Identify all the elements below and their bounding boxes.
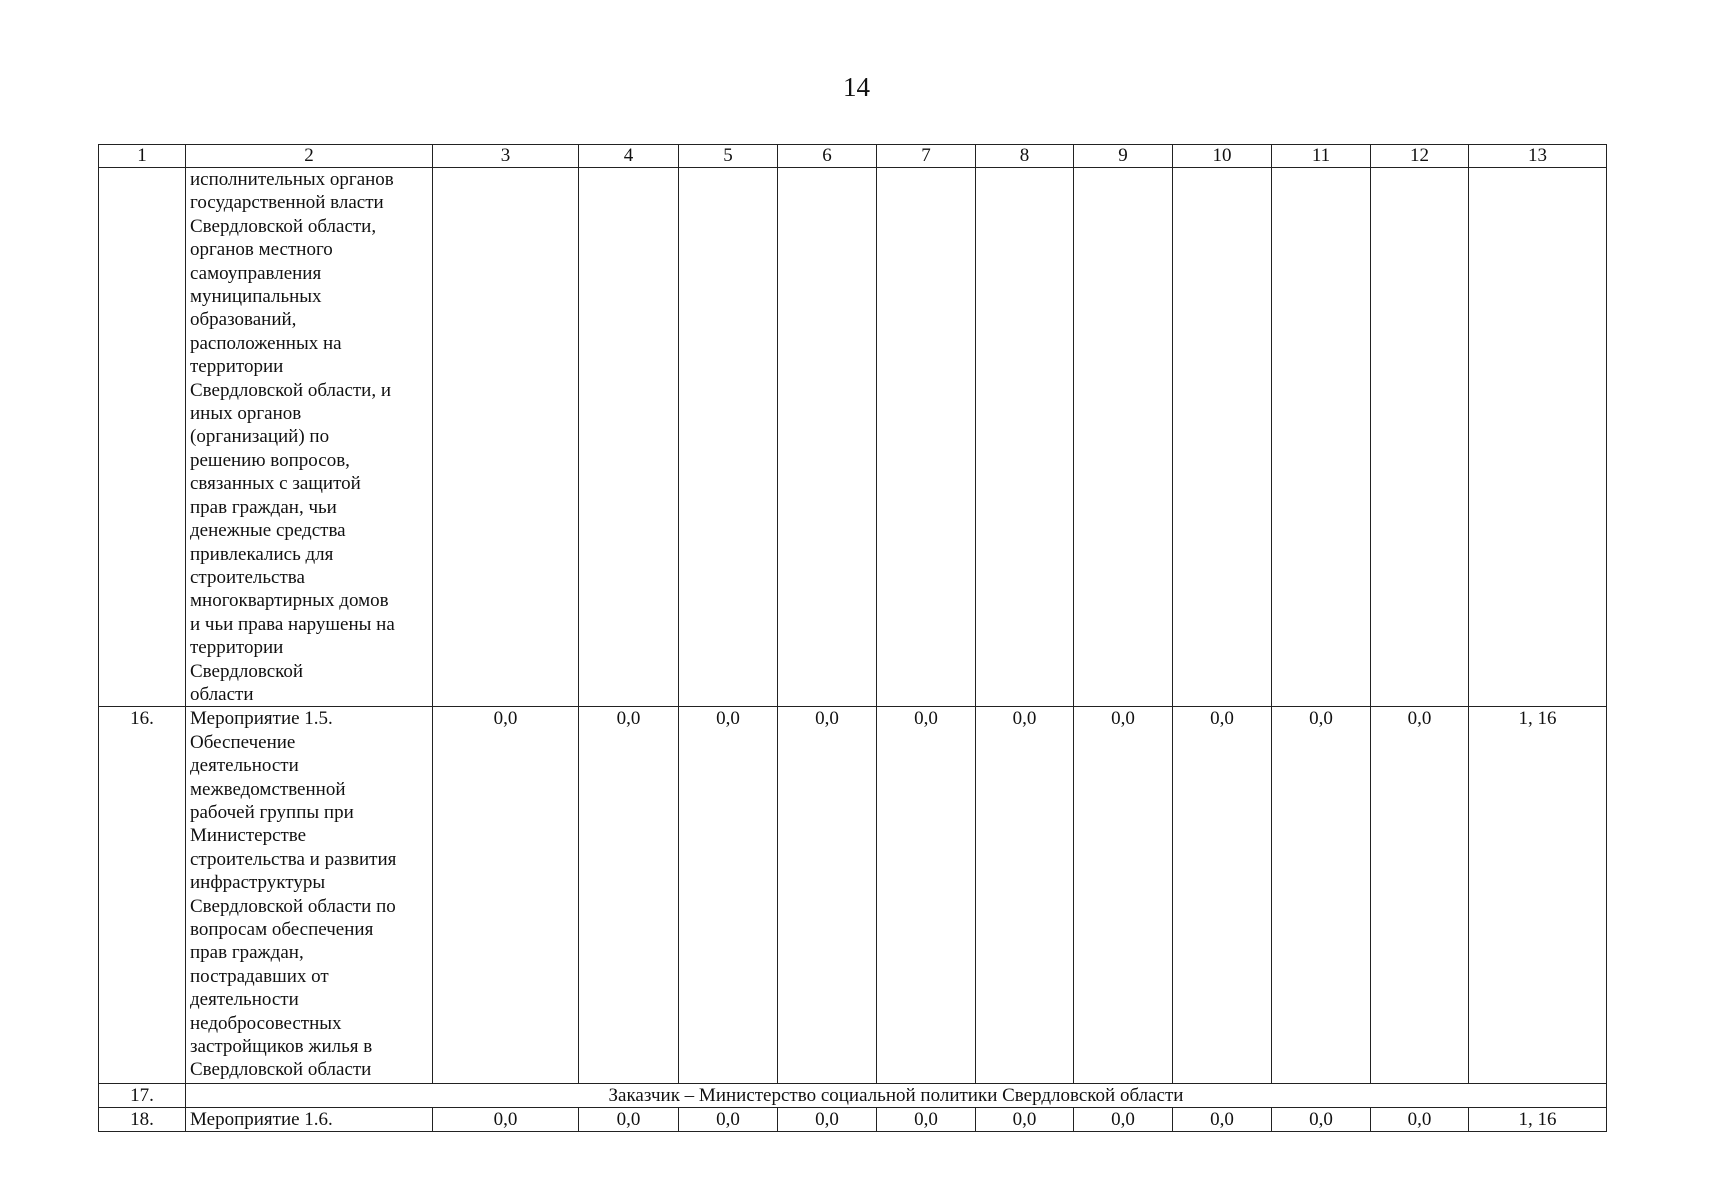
table-row-17	[99, 1084, 1607, 1108]
value-cell: 0,0	[1074, 707, 1173, 1084]
row-description: исполнительных органов государственной власти Свердловской области, органов местного самоуправления муниципальных образований, расположенных на территории Свердловской области, и иных органов (организаций) по решению вопросов, связанных с защитой прав граждан, чьи денежные средства привлекались для строительства многоквартирных домов и чьи права нарушены на территории Свердловской области	[190, 169, 395, 705]
value-cell: 0,0	[679, 1108, 778, 1132]
value-cell	[778, 168, 877, 707]
value-cell: 0,0	[877, 707, 976, 1084]
column-header: 3	[433, 145, 579, 168]
value-cell: 0,0	[1371, 707, 1469, 1084]
column-number-row	[99, 145, 1607, 168]
row-number: 16.	[99, 707, 186, 1084]
table-row-continuation	[99, 168, 1607, 707]
column-header: 13	[1469, 145, 1607, 168]
value-cell	[579, 168, 679, 707]
table-row-16	[99, 707, 1607, 1084]
value-cell: 0,0	[1272, 707, 1371, 1084]
value-cell: 0,0	[579, 1108, 679, 1132]
value-cell: 0,0	[778, 707, 877, 1084]
column-header: 9	[1074, 145, 1173, 168]
value-cell: 0,0	[976, 1108, 1074, 1132]
value-cell	[976, 168, 1074, 707]
row-description: Мероприятие 1.5. Обеспечение деятельности межведомственной рабочей группы при Министерстве строительства и развития инфраструктуры Свердловской области по вопросам обеспечения прав граждан, пострадавших от деятельности недобросовестных застройщиков жилья в Свердловской области	[190, 708, 397, 1081]
value-cell: 0,0	[433, 707, 579, 1084]
program-table	[98, 144, 1607, 1132]
customer-heading: Заказчик – Министерство социальной политики Свердловской области	[186, 1084, 1607, 1108]
value-cell: 0,0	[877, 1108, 976, 1132]
value-cell	[1272, 168, 1371, 707]
row-number: 17.	[99, 1084, 186, 1108]
column-header: 11	[1272, 145, 1371, 168]
value-cell: 0,0	[778, 1108, 877, 1132]
row-description: Мероприятие 1.6.	[186, 1108, 433, 1132]
row-number: 18.	[99, 1108, 186, 1132]
page-number: 14	[843, 72, 870, 102]
value-cell	[1074, 168, 1173, 707]
value-cell	[1371, 168, 1469, 707]
column-header: 8	[976, 145, 1074, 168]
value-cell	[1173, 168, 1272, 707]
column-header: 5	[679, 145, 778, 168]
value-cell: 0,0	[1173, 1108, 1272, 1132]
ref-cell: 1, 16	[1469, 1108, 1607, 1132]
value-cell: 0,0	[1074, 1108, 1173, 1132]
value-cell: 0,0	[679, 707, 778, 1084]
ref-cell: 1, 16	[1469, 707, 1607, 1084]
value-cell: 0,0	[1272, 1108, 1371, 1132]
table-row-18	[99, 1108, 1607, 1132]
value-cell: 0,0	[579, 707, 679, 1084]
ref-cell	[1469, 168, 1607, 707]
row-description-cell	[186, 168, 433, 707]
row-number-cell	[99, 168, 186, 707]
row-description-cell	[186, 707, 433, 1084]
value-cell: 0,0	[1173, 707, 1272, 1084]
value-cell	[433, 168, 579, 707]
column-header: 7	[877, 145, 976, 168]
value-cell: 0,0	[1371, 1108, 1469, 1132]
column-header: 2	[186, 145, 433, 168]
column-header: 6	[778, 145, 877, 168]
value-cell: 0,0	[976, 707, 1074, 1084]
column-header: 4	[579, 145, 679, 168]
value-cell	[877, 168, 976, 707]
column-header: 10	[1173, 145, 1272, 168]
value-cell: 0,0	[433, 1108, 579, 1132]
column-header: 1	[99, 145, 186, 168]
column-header: 12	[1371, 145, 1469, 168]
value-cell	[679, 168, 778, 707]
